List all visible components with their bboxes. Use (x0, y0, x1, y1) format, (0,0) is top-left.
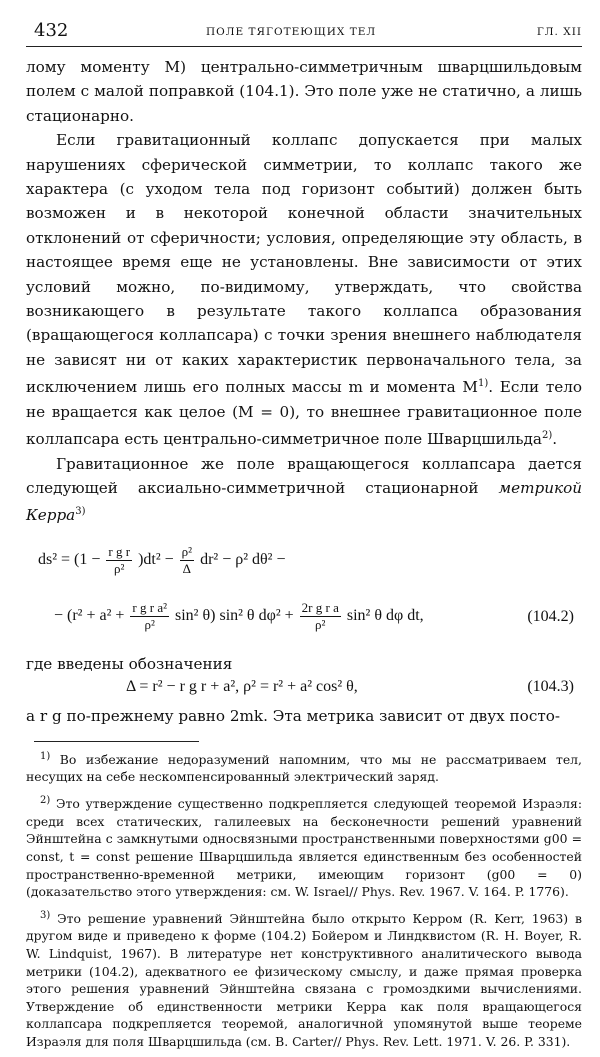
fraction-rgr-over-rho2: $\frac{\text{r g r}}{\text{ρ²}}$ (108, 543, 131, 576)
paragraph-metric-constants: а r g по-прежнему равно 2mk. Эта метрика зависит от двух посто- (26, 707, 561, 726)
eq1-lhs: ds² = (1 − (38, 551, 101, 569)
eq1-mid: )dt² − (138, 551, 174, 569)
footnote-ref-2: 2) (541, 430, 553, 442)
running-title: ПОЛЕ ТЯГОТЕЮЩИХ ТЕЛ (206, 26, 377, 38)
footnote-1-mark: 1) (40, 750, 51, 762)
equation-number-104-3: (104.3) (527, 678, 574, 696)
equation-number-104-2: (104.2) (527, 607, 574, 625)
book-page (26, 18, 582, 1057)
eq1-end: dr² − ρ² dθ² − (200, 551, 286, 569)
eq2-start: − (r² + a² + (54, 607, 125, 625)
equation-104-3 (26, 676, 582, 704)
footnote-2-text: Это утверждение существенно подкрепляется следующей теоремой Израэля: среди всех статических, галилеевых на бесконечности решений уравнений Эйнштейна с замкнутыми односвязными пространственными поверхностями g00 = const, t = const решение Шварцшильда является единственным без особенностей пространственно-временной метрики, имеющим горизонт (g00 = 0) (доказательство этого утверждения: см. W. Israel// Phys. Rev. 1967. V. 164. P. 1776). (26, 796, 582, 900)
equation-104-2-line1 (26, 538, 582, 594)
footnote-2-mark: 2) (40, 795, 51, 807)
paragraph-collapse (26, 128, 582, 451)
paragraph-continuation: лому моменту M) центрально-симметричным шварцшильдовым полем с малой поправкой (104.1). Это поле уже не статично, а лишь стационарно. (26, 58, 582, 125)
notation-intro: где введены обозначения (26, 654, 233, 673)
paragraph-collapse-part2: . Если тело не вращается как целое (M = 0), то внешнее гравитационное поле коллапсара есть центрально-симметричное поле Шварцшильда (26, 378, 582, 449)
footnote-separator (34, 741, 199, 742)
chapter-label: ГЛ. XII (536, 26, 582, 38)
footnote-1-text: Во избежание недоразумений напомним, что мы не рассматриваем тел, несущих на себе нескомпенсированный электрический заряд. (26, 751, 582, 785)
page-number: 432 (34, 20, 69, 41)
footnote-ref-3: 3) (75, 506, 86, 518)
footnote-3 (26, 907, 582, 1051)
fraction-rgra2-over-rho2: $\frac{\text{r g r a²}}{\text{ρ²}}$ (132, 599, 167, 632)
footnote-3-mark: 3) (40, 909, 51, 921)
eq2-mid: sin² θ) sin² θ dφ² + (175, 607, 294, 625)
paragraph-kerr-intro (26, 452, 582, 528)
eq2-end: sin² θ dφ dt, (346, 607, 424, 625)
fraction-2rgra-over-rho2: $\frac{\text{2r g r a}}{\text{ρ²}}$ (301, 599, 339, 632)
footnote-3-text: Это решение уравнений Эйнштейна было открыто Керром (R. Kerr, 1963) в другом виде и приведено к форме (104.2) Бойером и Линдквистом (R. H. Boyer, R. W. Lindquist, 1967). В литературе нет конструктивного аналитического вывода метрики (104.2), адекватного ее физическому смыслу, и даже прямая проверка этого решения уравнений Эйнштейна связана с громоздкими вычислениями. Утверждение об единственности метрики Керра как поля вращающегося коллапсара подкрепляется теоремой, аналогичной упомянутой выше теореме Израэля для поля Шварцшильда (см. B. Carter// Phys. Rev. Lett. 1971. V. 26. P. 331). (26, 910, 582, 1049)
footnote-1 (26, 748, 582, 786)
kerr-metric-term: метрикой Керра (26, 479, 582, 525)
paragraph-kerr-text: Гравитационное же поле вращающегося коллапсара дается следующей аксиально-симметричной стационарной (26, 454, 582, 498)
eq3-content: Δ = r² − r g r + a², ρ² = r² + a² cos² θ, (126, 678, 358, 696)
footnote-ref-1: 1) (477, 378, 489, 390)
footnote-2 (26, 792, 582, 901)
fraction-rho2-over-delta: $\frac{\text{ρ²}}{\Delta}$ (181, 543, 193, 576)
running-header (26, 18, 582, 47)
equation-104-2-line2 (26, 594, 582, 652)
paragraph-collapse-part3: . (552, 430, 558, 449)
paragraph-collapse-part1: Если гравитационный коллапс допускается при малых нарушениях сферической симметрии, то коллапс такого же характера (с уходом тела под горизонт событий) должен быть возможен и в некоторой конечной области значительных отклонений от сферичности; условия, определяющие эту область, в настоящее время еще не установлены. Вне зависимости от этих условий можно, по-видимому, утверждать, что свойства возникающего в результате такого коллапса образования (вращающегося коллапсара) с точки зрения внешнего наблюдателя не зависят ни от каких характеристик первоначального тела, за исключением лишь его полных массы m и момента M (26, 131, 582, 397)
